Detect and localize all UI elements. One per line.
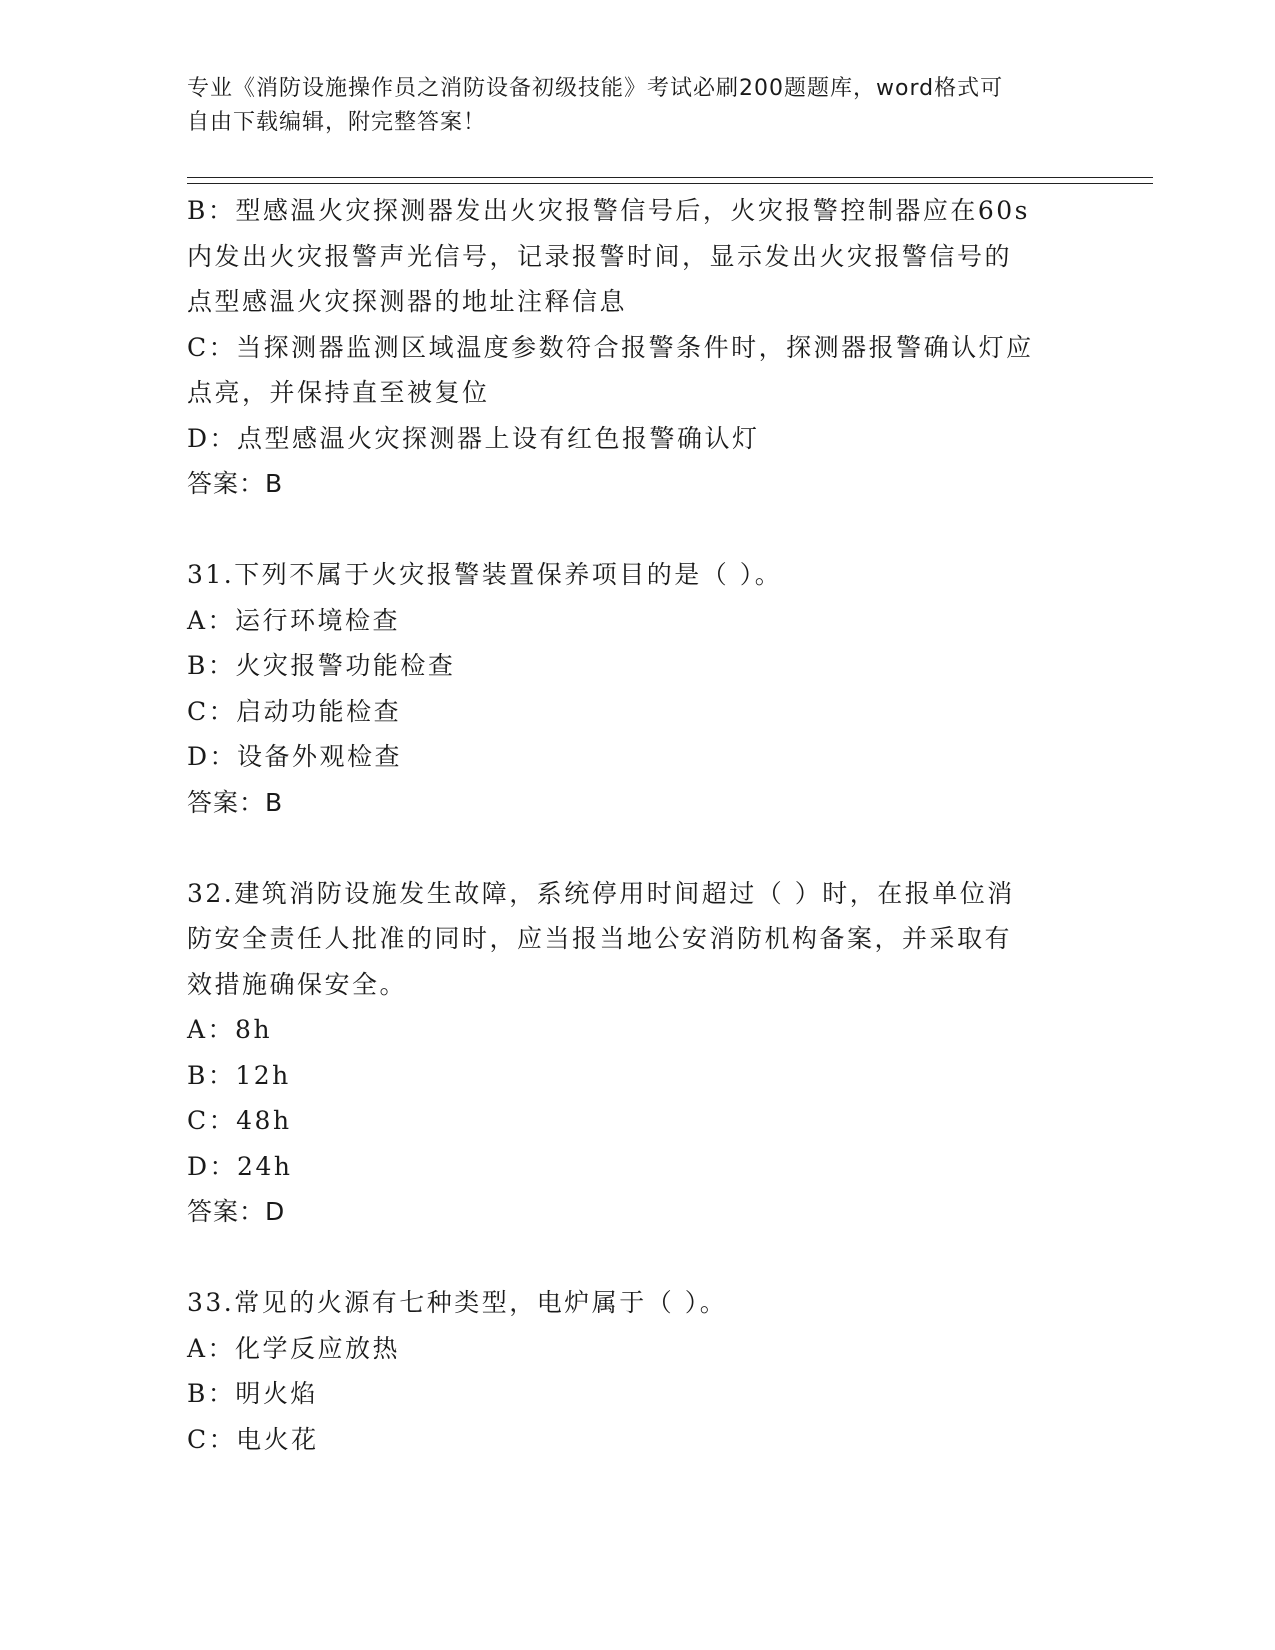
question-text-line-1: 32.建筑消防设施发生故障，系统停用时间超过（ ）时，在报单位消 bbox=[187, 878, 1015, 908]
option-c-line-2: 点亮，并保持直至被复位 bbox=[187, 378, 490, 407]
document-body bbox=[187, 188, 1087, 1462]
question-text-line-3: 效措施确保安全。 bbox=[187, 969, 408, 999]
option-b: B：火灾报警功能检查 bbox=[187, 651, 456, 680]
answer: 答案：D bbox=[187, 1197, 286, 1226]
header-divider-top bbox=[187, 177, 1153, 178]
option-b-line-1: B：型感温火灾探测器发出火灾报警信号后，火灾报警控制器应在60s bbox=[187, 196, 1031, 225]
header-line-2: 自由下载编辑，附完整答案！ bbox=[187, 110, 487, 135]
option-a: A：化学反应放热 bbox=[187, 1333, 401, 1363]
option-b: B：12h bbox=[187, 1060, 291, 1090]
header-divider-bottom bbox=[187, 183, 1153, 184]
option-d: D：24h bbox=[187, 1151, 293, 1181]
option-c: C：48h bbox=[187, 1106, 292, 1135]
spacer bbox=[187, 507, 1087, 553]
spacer bbox=[187, 1235, 1087, 1281]
page-header bbox=[187, 72, 1067, 140]
option-c: C：电火花 bbox=[187, 1424, 319, 1454]
option-b: B：明火焰 bbox=[187, 1379, 318, 1408]
option-b-line-3: 点型感温火灾探测器的地址注释信息 bbox=[187, 287, 628, 316]
answer: 答案：B bbox=[187, 787, 284, 817]
question-32 bbox=[187, 871, 1087, 1235]
option-d: D：点型感温火灾探测器上设有红色报警确认灯 bbox=[187, 423, 760, 453]
answer: 答案：B bbox=[187, 469, 284, 498]
question-text-line-2: 防安全责任人批准的同时，应当报当地公安消防机构备案，并采取有 bbox=[187, 924, 1013, 953]
option-a: A：运行环境检查 bbox=[187, 605, 401, 635]
question-30-continued bbox=[187, 188, 1087, 507]
question-31 bbox=[187, 552, 1087, 825]
option-b-line-2: 内发出火灾报警声光信号，记录报警时间，显示发出火灾报警信号的 bbox=[187, 241, 1013, 271]
header-line-1: 专业《消防设施操作员之消防设备初级技能》考试必刷200题题库，word格式可 bbox=[187, 76, 1004, 101]
option-c-line-1: C：当探测器监测区域温度参数符合报警条件时，探测器报警确认灯应 bbox=[187, 332, 1034, 362]
question-33 bbox=[187, 1280, 1087, 1462]
spacer bbox=[187, 825, 1087, 871]
option-c: C：启动功能检查 bbox=[187, 696, 402, 726]
question-text: 31.下列不属于火灾报警装置保养项目的是（ ）。 bbox=[187, 560, 783, 589]
option-d: D：设备外观检查 bbox=[187, 742, 403, 771]
question-text: 33.常见的火源有七种类型，电炉属于（ ）。 bbox=[187, 1288, 728, 1317]
option-a: A：8h bbox=[187, 1015, 273, 1044]
